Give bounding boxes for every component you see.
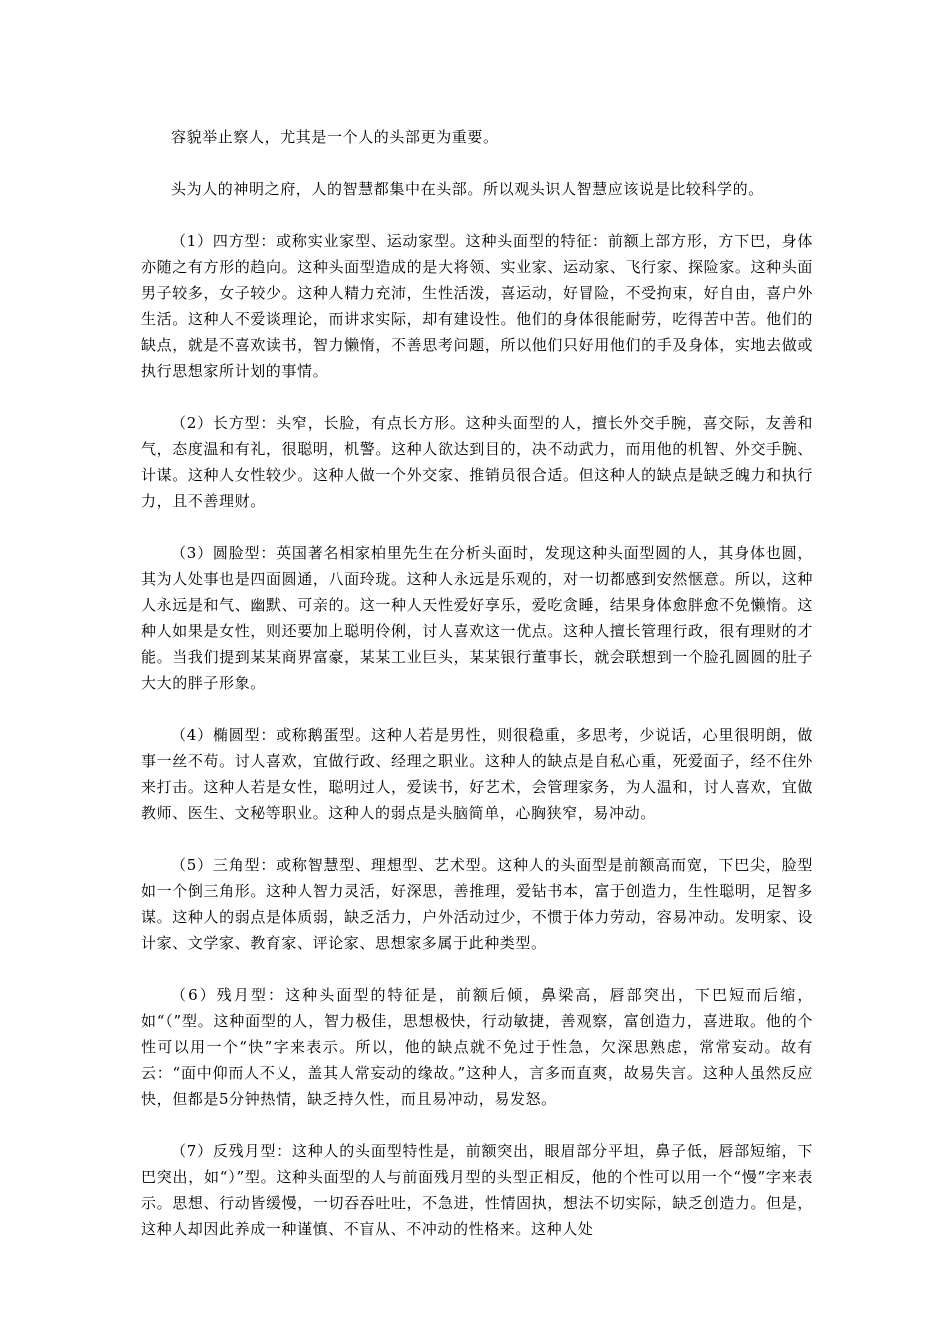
document-page (141, 124, 813, 1268)
paragraph-crescent-type: （6）残月型：这种头面型的特征是，前额后倾，鼻梁高，唇部突出，下巴短而后缩，如“（”型。这种面型的人，智力极佳，思想极快，行动敏捷，善观察，富创造力，喜进取。他的个性可以用一个“快”字来表示。所以，他的缺点就不免过于性急，欠深思熟虑，常常妄动。故有云：“面中仰而人不乂，盖其人常妄动的缘故。”这种人，言多而直爽，故易失言。这种人虽然反应快，但都是5分钟热情，缺乏持久性，而且易冲动，易发怒。 (141, 986, 813, 1108)
paragraph-round-type: （3）圆脸型：英国著名相家柏里先生在分析头面时，发现这种头面型圆的人，其身体也圆，其为人处事也是四面圆通，八面玲珑。这种人永远是乐观的，对一切都感到安然惬意。所以，这种人永远是和气、幽默、可亲的。这一种人天性爱好享乐，爱吃贪睡，结果身体愈胖愈不免懒惰。这种人如果是女性，则还要加上聪明伶俐，讨人喜欢这一优点。这种人擅长管理行政，很有理财的才能。当我们提到某某商界富豪，某某工业巨头，某某银行董事长，就会联想到一个脸孔圆圆的肚子大大的胖子形象。 (141, 544, 813, 692)
paragraph-long-type: （2）长方型：头窄，长脸，有点长方形。这种头面型的人，擅长外交手腕，喜交际，友善和气，态度温和有礼，很聪明，机警。这种人欲达到目的，决不动武力，而用他的机智、外交手腕、计谋。这种人女性较少。这种人做一个外交家、推销员很合适。但这种人的缺点是缺乏魄力和执行力，且不善理财。 (141, 414, 813, 510)
paragraph-oval-type: （4）椭圆型：或称鹅蛋型。这种人若是男性，则很稳重，多思考，少说话，心里很明朗，做事一丝不苟。讨人喜欢，宜做行政、经理之职业。这种人的缺点是自私心重，死爱面子，经不住外来打击。这种人若是女性，聪明过人，爱读书，好艺术，会管理家务，为人温和，讨人喜欢，宜做教师、医生、文秘等职业。这种人的弱点是头脑简单，心胸狭窄，易冲动。 (141, 726, 813, 822)
paragraph-reverse-crescent-type: （7）反残月型：这种人的头面型特性是，前额突出，眼眉部分平坦，鼻子低，唇部短缩，下巴突出，如“）”型。这种头面型的人与前面残月型的头型正相反，他的个性可以用一个“慢”字来表示。思想、行动皆缓慢，一切吞吞吐吐，不急进，性情固执，想法不切实际，缺乏创造力。但是，这种人却因此养成一种谨慎、不盲从、不冲动的性格来。这种人处 (141, 1142, 813, 1238)
paragraph-triangle-type: （5）三角型：或称智慧型、理想型、艺术型。这种人的头面型是前额高而宽，下巴尖，脸型如一个倒三角形。这种人智力灵活，好深思，善推理，爱钻书本，富于创造力，生性聪明，足智多谋。这种人的弱点是体质弱，缺乏活力，户外活动过少，不惯于体力劳动，容易冲动。发明家、设计家、文学家、教育家、评论家、思想家多属于此种类型。 (141, 856, 813, 952)
paragraph-intro-2: 头为人的神明之府，人的智慧都集中在头部。所以观头识人智慧应该说是比较科学的。 (171, 180, 764, 198)
paragraph-square-type: （1）四方型：或称实业家型、运动家型。这种头面型的特征：前额上部方形，方下巴，身体亦随之有方形的趋向。这种头面型造成的是大将领、实业家、运动家、飞行家、探险家。这种头面男子较多，女子较少。这种人精力充沛，生性活泼，喜运动，好冒险，不受拘束，好自由，喜户外生活。这种人不爱谈理论，而讲求实际，却有建设性。他们的身体很能耐劳，吃得苦中苦。他们的缺点，就是不喜欢读书，智力懒惰，不善思考问题，所以他们只好用他们的手及身体，实地去做或执行思想家所计划的事情。 (141, 232, 813, 380)
paragraph-intro-1: 容貌举止察人，尤其是一个人的头部更为重要。 (171, 128, 499, 146)
